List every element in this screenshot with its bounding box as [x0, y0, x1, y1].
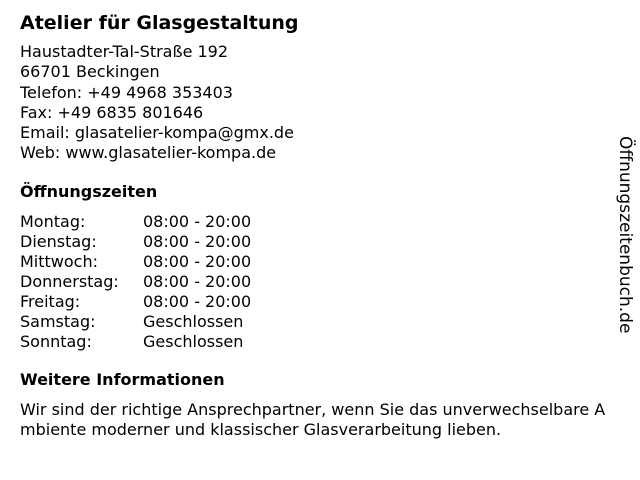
hours-day: Montag: — [20, 211, 86, 231]
contact-block — [20, 42, 615, 164]
opening-hours-table — [20, 212, 615, 352]
hours-time: 08:00 - 20:00 — [143, 271, 252, 291]
more-info-text: Wir sind der richtige Ansprechpartner, wenn Sie das unverwechselbare Ambiente moderner und klassischer Glasverarbeitung lieben. — [20, 399, 606, 439]
hours-row — [20, 232, 615, 252]
hours-row — [20, 212, 615, 232]
business-name: Atelier für Glasgestaltung — [20, 12, 299, 34]
address-street: Haustadter-Tal-Straße 192 — [20, 42, 229, 61]
address-city: 66701 Beckingen — [20, 62, 160, 82]
watermark-label: Öffnungszeitenbuch.de — [615, 136, 635, 334]
hours-row — [20, 312, 615, 332]
hours-time: 08:00 - 20:00 — [143, 251, 252, 271]
hours-time: 08:00 - 20:00 — [143, 211, 252, 231]
hours-row — [20, 252, 615, 272]
more-info-heading: Weitere Informationen — [20, 369, 225, 389]
hours-day: Mittwoch: — [20, 251, 98, 271]
fax-line: Fax: +49 6835 801646 — [20, 102, 204, 122]
hours-row — [20, 332, 615, 352]
hours-day: Donnerstag: — [20, 271, 119, 291]
hours-row — [20, 272, 615, 292]
hours-row — [20, 292, 615, 312]
hours-day: Samstag: — [20, 311, 96, 331]
email-line: Email: glasatelier-kompa@gmx.de — [20, 123, 294, 143]
hours-time: Geschlossen — [143, 311, 244, 331]
hours-time: Geschlossen — [143, 331, 244, 351]
web-line: Web: www.glasatelier-kompa.de — [20, 143, 277, 163]
phone-line: Telefon: +49 4968 353403 — [20, 82, 233, 102]
hours-time: 08:00 - 20:00 — [143, 291, 252, 311]
opening-hours-heading: Öffnungszeiten — [20, 181, 158, 201]
business-card — [20, 10, 615, 440]
hours-time: 08:00 - 20:00 — [143, 231, 252, 251]
hours-day: Dienstag: — [20, 231, 97, 251]
hours-day: Sonntag: — [20, 331, 92, 351]
hours-day: Freitag: — [20, 291, 81, 311]
